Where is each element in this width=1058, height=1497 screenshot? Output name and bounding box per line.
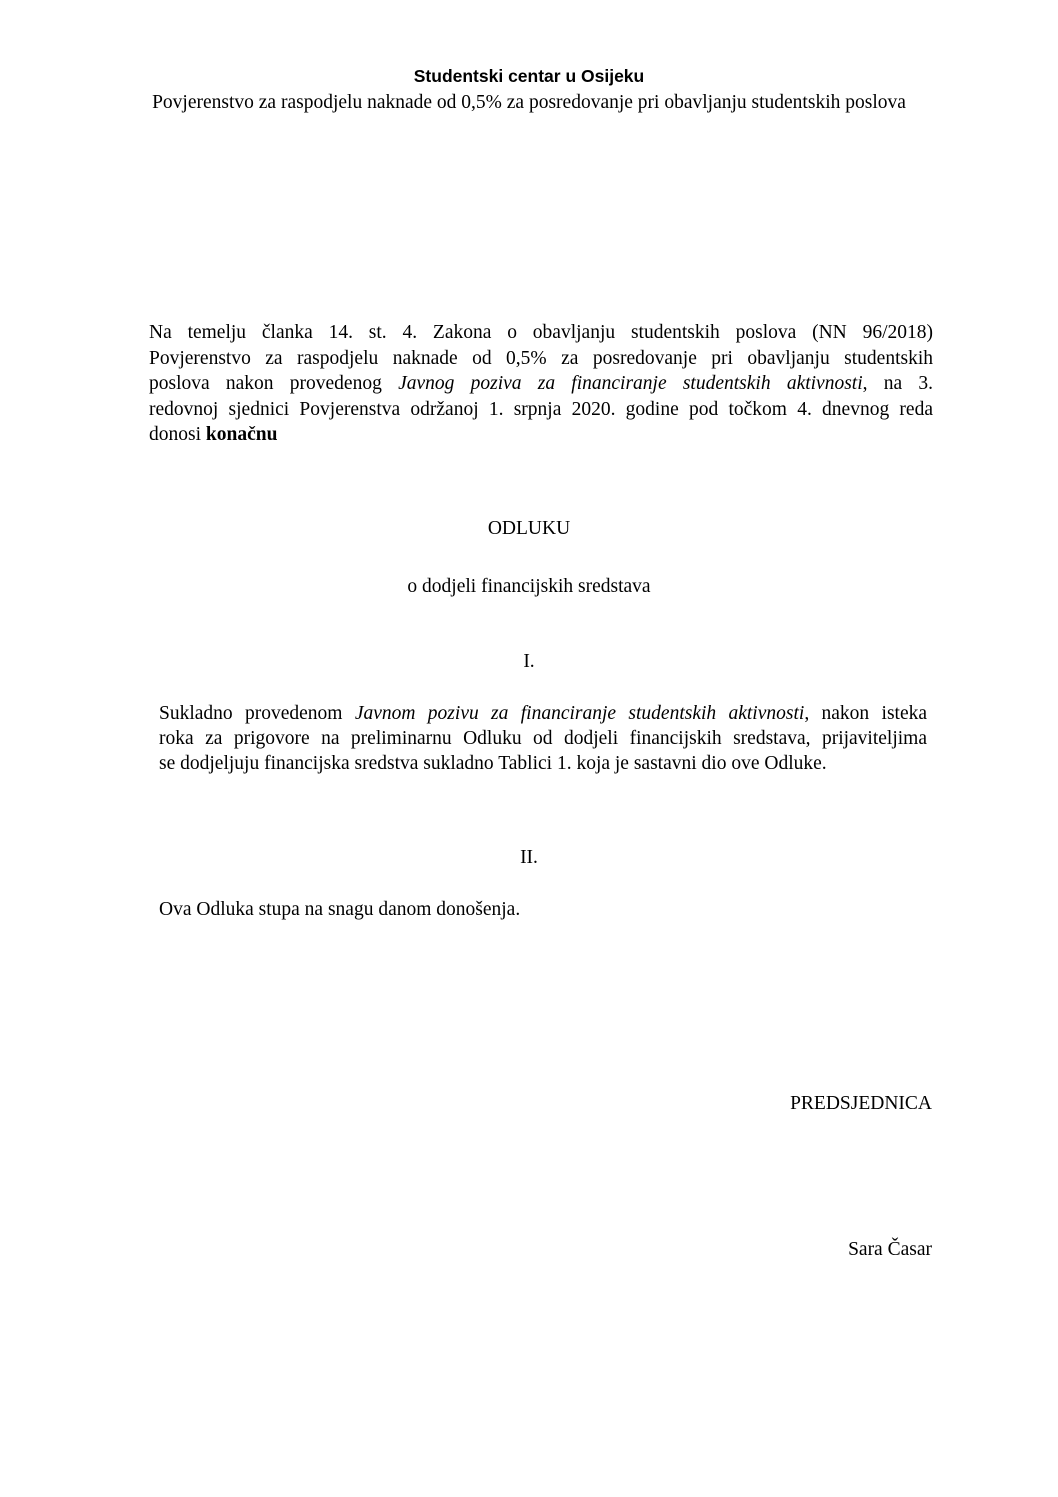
- signatory-role: PREDSJEDNICA: [790, 1093, 932, 1114]
- preamble-text: poslova nakon provedenog: [149, 373, 399, 394]
- section-numeral-2: II.: [520, 847, 538, 868]
- organization-name: Studentski centar u Osijeku: [413, 66, 645, 86]
- public-call-title: Javnog poziva za financiranje studentskih aktivnosti: [398, 373, 863, 394]
- decision-title: ODLUKU: [487, 518, 571, 539]
- preamble-line: [149, 422, 933, 448]
- section-1-paragraph: [159, 701, 927, 776]
- preamble-line: Na temelju članka 14. st. 4. Zakona o obavljanju studentskih poslova (NN 96/2018): [149, 322, 933, 343]
- preamble-text: , na 3.: [862, 373, 933, 394]
- section-2-paragraph: Ova Odluka stupa na snagu danom donošenja.: [159, 899, 521, 920]
- committee-name: Povjerenstvo za raspodjelu naknade od 0,5% za posredovanje pri obavljanju studentskih poslova: [152, 92, 906, 113]
- section-1-line: roka za prigovore na preliminarnu Odluku od dodjeli financijskih sredstava, prijaviteljima: [159, 728, 927, 749]
- public-call-title: Javnom pozivu za financiranje studentskih aktivnosti: [354, 703, 805, 724]
- section-1-line: [159, 701, 927, 726]
- preamble-paragraph: [149, 320, 933, 448]
- section-1-text: Sukladno provedenom: [159, 703, 355, 724]
- signatory-name: Sara Časar: [848, 1239, 932, 1260]
- final-emphasis: konačnu: [205, 424, 278, 445]
- section-1-text: , nakon isteka: [804, 703, 928, 724]
- decision-subtitle: o dodjeli financijskih sredstava: [407, 576, 651, 597]
- preamble-line: [149, 371, 933, 397]
- section-1-line: se dodjeljuju financijska sredstva sukladno Tablici 1. koja je sastavni dio ove Odluke.: [159, 753, 827, 774]
- preamble-line: Povjerenstvo za raspodjelu naknade od 0,5% za posredovanje pri obavljanju studentskih: [149, 347, 933, 369]
- preamble-text: donosi: [149, 424, 206, 445]
- preamble-line: redovnoj sjednici Povjerenstva održanoj 1. srpnja 2020. godine pod točkom 4. dnevnog reda: [149, 398, 933, 420]
- section-numeral-1: I.: [523, 651, 535, 672]
